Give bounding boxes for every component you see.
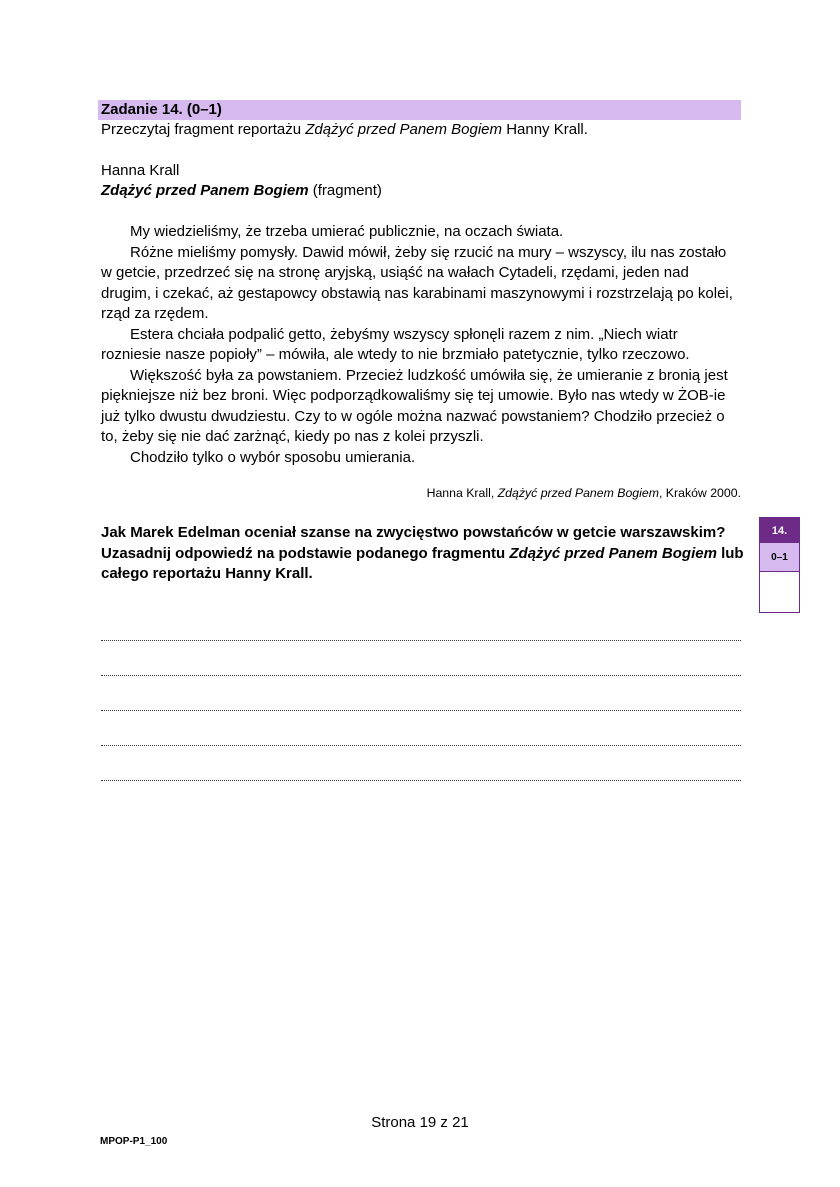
passage-paragraph: Większość była za powstaniem. Przecież ludzkość umówiła się, że umieranie z bronią jest piękniejsze niż bez broni. Więc podporządkowaliśmy się tej umowie. Było nas wtedy w ŻOB-ie już tylko dwustu dwudziestu. Czy to w ogóle można nazwać powstaniem? Chodziło przecież o to, żeby się nie dać zarżnąć, kiedy po nas z kolei przyszli. — [101, 366, 728, 445]
question-part: Jak Marek Edelman oceniał szanse na zwycięstwo powstańców w getcie warszawskim? Uzasadnij odpowiedź na podstawie podanego fragmentu — [101, 524, 726, 562]
source-citation — [101, 485, 741, 501]
question-part-end: lub całego reportażu Hanny Krall. — [101, 544, 744, 582]
excerpt-title-suffix: (fragment) — [308, 182, 382, 199]
page-number: Strona 19 z 21 — [371, 1114, 469, 1131]
excerpt-title — [101, 181, 382, 201]
source-title: Zdążyć przed Panem Bogiem — [497, 486, 659, 500]
passage-paragraph: Różne mieliśmy pomysły. Dawid mówił, żeby się rzucić na mury – wszyscy, ilu nas zostało w getcie, przedrzeć się na stronę aryjską, usiąść na wałach Cytadeli, rzędami, jeden nad drugim, i czekać, aż gestapowcy obstawią nas karabinami maszynowymi i rozstrzelają po kolei, rząd za rzędem. — [101, 243, 733, 322]
answer-area[interactable] — [101, 606, 741, 781]
answer-line[interactable] — [101, 641, 741, 676]
excerpt-title-text: Zdążyć przed Panem Bogiem — [101, 182, 309, 199]
answer-line[interactable] — [101, 711, 741, 746]
answer-line[interactable] — [101, 606, 741, 641]
score-box — [759, 517, 800, 613]
question-work-title: Zdążyć przed Panem Bogiem — [509, 544, 717, 562]
instruction-text-end: Hanny Krall. — [502, 121, 588, 138]
score-range: 0–1 — [760, 543, 799, 572]
instruction — [101, 120, 588, 140]
excerpt-author: Hanna Krall — [101, 162, 180, 179]
passage-paragraph: My wiedzieliśmy, że trzeba umierać publicznie, na oczach świata. — [130, 223, 564, 240]
exam-code: MPOP-P1_100 — [100, 1136, 168, 1147]
answer-line[interactable] — [101, 746, 741, 781]
instruction-work-title: Zdążyć przed Panem Bogiem — [305, 121, 503, 138]
passage-paragraph: Chodziło tylko o wybór sposobu umierania. — [130, 448, 416, 466]
excerpt-passage — [101, 222, 741, 468]
task-title: Zadanie 14. (0–1) — [101, 101, 222, 118]
passage-paragraph: Estera chciała podpalić getto, żebyśmy wszyscy spłonęli razem z nim. „Niech wiatr rozniesie nasze popioły” – mówiła, ale wtedy to nie brzmiało patetycznie, tylko rzeczowo. — [101, 325, 690, 363]
score-entry-field[interactable] — [760, 572, 799, 613]
score-task-number: 14. — [760, 518, 799, 543]
question-text — [101, 523, 749, 585]
source-author: Hanna Krall, — [426, 486, 498, 500]
source-rest: , Kraków 2000. — [658, 486, 741, 500]
answer-line[interactable] — [101, 676, 741, 711]
instruction-text: Przeczytaj fragment reportażu — [101, 121, 306, 138]
